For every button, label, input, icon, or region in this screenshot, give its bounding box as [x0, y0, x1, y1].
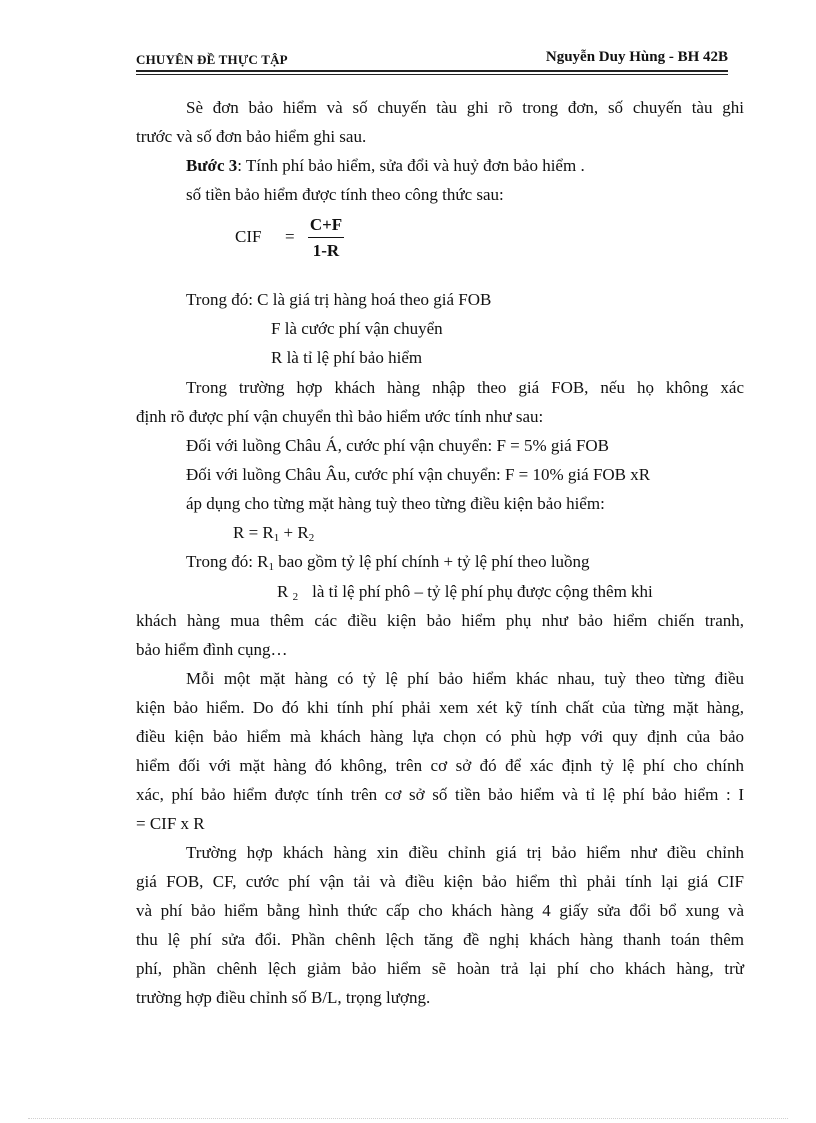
formula-denominator: 1-R — [312, 241, 340, 260]
paragraph-line: phí, phần chênh lệch giảm bảo hiểm sẽ hoàn trả lại phí cho khách hàng, trừ — [136, 959, 744, 978]
paragraph-line: Trường hợp khách hàng xin điều chỉnh giá trị bảo hiểm như điều chỉnh — [186, 843, 744, 862]
definition-line — [186, 547, 744, 576]
formula-lhs: CIF — [235, 227, 262, 246]
paragraph-line: và phí bảo hiểm bằng hình thức cấp cho khách hàng 4 giấy sửa đổi bổ xung và — [136, 901, 744, 920]
definition-line: R là tỉ lệ phí bảo hiểm — [271, 348, 423, 367]
paragraph-line: định rõ được phí vận chuyển thì bảo hiểm ước tính như sau: — [136, 407, 544, 426]
subscript: 1 — [273, 532, 280, 544]
paragraph-line: Mỗi một mặt hàng có tỷ lệ phí bảo hiểm khác nhau, tuỳ theo từng điều — [186, 669, 744, 688]
paragraph-line: trường hợp điều chỉnh số B/L, trọng lượng. — [136, 988, 431, 1007]
formula-equals: = — [285, 227, 295, 246]
paragraph-line: điều kiện bảo hiểm mà khách hàng lựa chọn có phù hợp với quy định của bảo — [136, 727, 744, 746]
fraction-bar — [308, 237, 344, 238]
definition-text: là tỉ lệ phí phô – tỷ lệ phí phụ được cộng thêm khi — [312, 582, 653, 601]
paragraph-line: kiện bảo hiểm. Do đó khi tính phí phải xem xét kỹ tính chất của từng mặt hàng, — [136, 698, 744, 717]
paragraph-line: xác, phí bảo hiểm được tính trên cơ sở số tiền bảo hiểm và tỉ lệ phí bảo hiểm : I — [136, 785, 744, 804]
subscript: 2 — [308, 532, 315, 544]
definition-text: bao gồm tỷ lệ phí chính + tỷ lệ phí theo luồng — [274, 552, 590, 571]
cif-formula — [235, 214, 435, 264]
paragraph-line: giá FOB, CF, cước phí vận tải và điều kiện bảo hiểm thì phải tính lại giá CIF — [136, 872, 744, 891]
paragraph-line: số tiền bảo hiểm được tính theo công thức sau: — [186, 185, 504, 204]
page-header — [136, 50, 728, 70]
paragraph-line: Trong trường hợp khách hàng nhập theo giá FOB, nếu họ không xác — [186, 378, 744, 397]
header-rule-thin — [136, 74, 728, 75]
header-author: Nguyễn Duy Hùng - BH 42B — [545, 49, 728, 65]
header-title: CHUYÊN ĐỀ THỰC TẬP — [136, 52, 288, 67]
paragraph-line: bảo hiểm đình cụng… — [136, 640, 288, 659]
page-bottom-border — [28, 1118, 788, 1119]
formula-fraction — [308, 214, 344, 262]
definition-text: R — [277, 582, 293, 601]
r-formula-text: + R — [279, 523, 309, 542]
definition-line: F là cước phí vận chuyển — [271, 319, 443, 338]
paragraph-line: Đối với luồng Châu Âu, cước phí vận chuyển: F = 10% giá FOB xR — [186, 465, 651, 484]
subscript: 1 — [268, 561, 275, 573]
subscript: 2 — [292, 591, 299, 603]
r-formula — [233, 518, 533, 547]
paragraph-line: áp dụng cho từng mặt hàng tuỳ theo từng điều kiện bảo hiểm: — [186, 494, 605, 513]
paragraph-line: hiểm đối với mặt hàng đó không, trên cơ sở đó để xác định tỷ lệ phí cho chính — [136, 756, 744, 775]
paragraph-line: thu lệ phí sửa đổi. Phần chênh lệch tăng đề nghị khách hàng thanh toán thêm — [136, 930, 744, 949]
definition-text: Trong đó: R — [186, 552, 269, 571]
paragraph-line: Sè đơn bảo hiểm và số chuyến tàu ghi rõ trong đơn, số chuyến tàu ghi — [186, 98, 744, 117]
paragraph-line: khách hàng mua thêm các điều kiện bảo hiểm phụ như bảo hiểm chiến tranh, — [136, 611, 744, 630]
paragraph-line: Đối với luồng Châu Á, cước phí vận chuyển: F = 5% giá FOB — [186, 436, 610, 455]
paragraph-line: trước và số đơn bảo hiểm ghi sau. — [136, 127, 367, 146]
definition-line — [277, 577, 744, 606]
step-heading — [186, 151, 744, 180]
r-formula-text: R = R — [233, 523, 274, 542]
formula-numerator: C+F — [309, 215, 343, 234]
definition-line: Trong đó: C là giá trị hàng hoá theo giá FOB — [186, 290, 492, 309]
paragraph-line: = CIF x R — [136, 814, 205, 833]
header-rule-thick — [136, 70, 728, 72]
step-text: : Tính phí bảo hiểm, sửa đổi và huỷ đơn bảo hiểm . — [237, 156, 585, 175]
step-label: Bước 3 — [186, 156, 238, 175]
